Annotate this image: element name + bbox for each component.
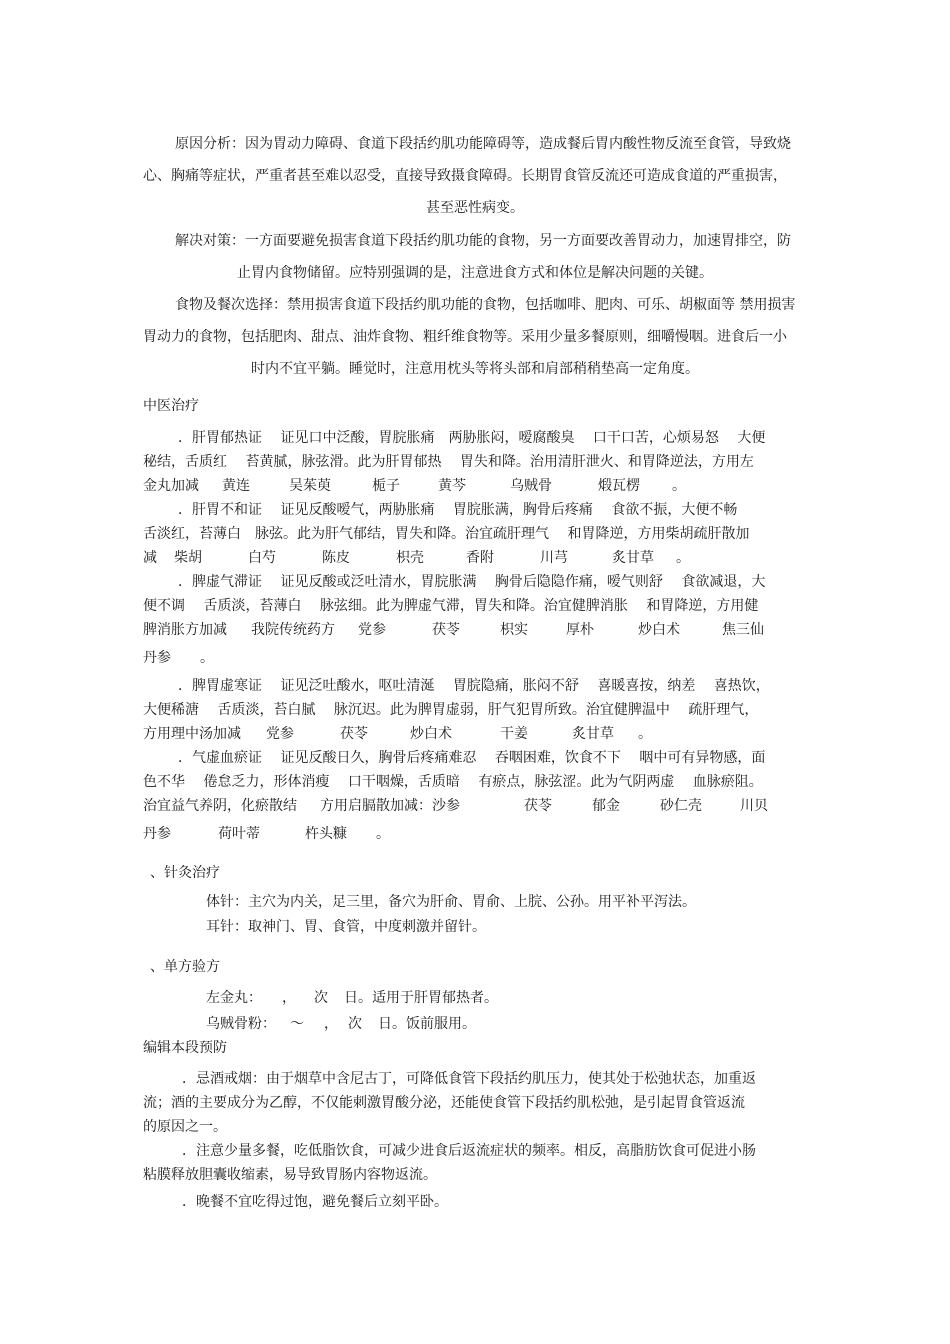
tcm-s4-line-2: 大便稀溏 舌质淡，苔白腻 脉沉迟。此为脾胃虚弱，肝气犯胃所致。治宜健脾温中 疏肝理气， [143, 702, 759, 718]
herb-item: 杵头糠 [305, 826, 347, 842]
herb-item: 黄连 [222, 478, 250, 494]
food-line-3: 时内不宜平躺。睡觉时，注意用枕头等将头部和肩部稍稍垫高一定角度。 [251, 361, 699, 377]
prevention-p2-line-1: ．注意少量多餐，吃低脂饮食，可减少进食后返流症状的频率。相反，高脂肪饮食可促进小肠 [182, 1143, 756, 1159]
herb-item: 焦三仙 [722, 622, 764, 638]
cause-line-1: 原因分析：因为胃动力障碍、食道下段括约肌功能障碍等，造成餐后胃内酸性物反流至食管，导致烧 [175, 136, 791, 152]
cause-line-3: 甚至恶性病变。 [426, 200, 524, 216]
herb-item: 脾消胀方加减 [143, 622, 227, 638]
herb-item: 香附 [466, 550, 494, 566]
acupuncture-heading: 、针灸治疗 [150, 865, 220, 881]
prevention-p3-line-1: ．晚餐不宜吃得过饱，避免餐后立刻平卧。 [182, 1194, 448, 1210]
herb-item: 枳壳 [396, 550, 424, 566]
herb-item: 荷叶蒂 [218, 826, 260, 842]
food-line-1: 食物及餐次选择：禁用损害食道下段括约肌功能的食物，包括咖啡、肥肉、可乐、胡椒面等 禁用损害 [175, 297, 796, 313]
herb-item: 炙甘草 [572, 726, 614, 742]
remedy-name: 左金丸： [206, 990, 262, 1006]
remedy-part: ， [324, 1016, 338, 1032]
herb-item: 炒白术 [638, 622, 680, 638]
herb-item: 金丸加减 [143, 478, 199, 494]
tcm-s5-line-2: 色不华 倦怠乏力，形体消瘦 口干咽燥，舌质暗 有瘀点，脉弦涩。此为气阴两虚 血脉瘀阻。 [143, 774, 763, 790]
herb-item: 砂仁壳 [660, 798, 702, 814]
herb-item: 煅瓦楞 [598, 478, 640, 494]
herb-item: 陈皮 [322, 550, 350, 566]
acupuncture-ear: 耳针：取神门、胃、食管，中度刺激并留针。 [206, 919, 486, 935]
prevention-p2-line-2: 粘膜释放胆囊收缩素，易导致胃肠内容物返流。 [143, 1167, 437, 1183]
herb-item: 方用理中汤加减 [143, 726, 241, 742]
herb-item: 。 [376, 826, 390, 842]
herb-item: 黄芩 [438, 478, 466, 494]
prevention-p1-line-1: ．忌酒戒烟：由于烟草中含尼古丁，可降低食管下段括约肌压力，使其处于松弛状态，加重返 [182, 1071, 756, 1087]
herb-item: 白芍 [248, 550, 276, 566]
herb-item: 茯苓 [340, 726, 368, 742]
tcm-s2-line-2: 舌淡红，苔薄白 脉弦。此为肝气郁结，胃失和降。治宜疏肝理气 和胃降逆，方用柴胡疏肝散加 [143, 526, 750, 542]
tcm-s3-line-2: 便不调 舌质淡，苔薄白 脉弦细。此为脾虚气滞，胃失和降。治宜健脾消胀 和胃降逆，方用健 [143, 598, 759, 614]
herb-item: 。 [200, 650, 214, 666]
tcm-heading: 中医治疗 [143, 398, 199, 414]
remedy-name: 乌贼骨粉： [206, 1016, 276, 1032]
herb-item: 柴胡 [174, 550, 202, 566]
prevention-p1-line-2: 流；酒的主要成分为乙醇，不仅能刺激胃酸分泌，还能使食管下段括约肌松弛，是引起胃食管返流 [143, 1095, 745, 1111]
herb-item: 川芎 [540, 550, 568, 566]
herb-item: 吴茱萸 [289, 478, 331, 494]
solution-line-2: 止胃内食物储留。应特别强调的是，注意进食方式和体位是解决问题的关键。 [237, 265, 713, 281]
herb-item: 。 [638, 726, 652, 742]
tcm-s1-line-2: 秘结，舌质红 苔黄腻，脉弦滑。此为肝胃郁热 胃失和降。治用清肝泄火、和胃降逆法，方用左 [143, 454, 754, 470]
remedy-part: ， [282, 990, 296, 1006]
herb-item: 党参 [358, 622, 386, 638]
herb-item: 炒白术 [410, 726, 452, 742]
tcm-s2-line-1: ．肝胃不和证 证见反酸嗳气，两胁胀痛 胃脘胀满，胸骨后疼痛 食欲不振，大便不畅 [178, 502, 738, 518]
herb-item: 茯苓 [432, 622, 460, 638]
tcm-s3-line-1: ．脾虚气滞证 证见反酸或泛吐清水，胃脘胀满 胸骨后隐隐作痛，嗳气则舒 食欲减退，大 [178, 574, 766, 590]
cause-line-2: 心、胸痛等症状，严重者甚至难以忍受，直接导致摄食障碍。长期胃食管反流还可造成食道的严重损害， [143, 168, 787, 184]
remedy-part: ～ [290, 1016, 304, 1032]
prevention-heading: 编辑本段预防 [143, 1040, 227, 1056]
prevention-p1-line-3: 的原因之一。 [143, 1119, 227, 1135]
remedy-part: 日。饭前服用。 [378, 1016, 476, 1032]
herb-item: 丹参 [143, 826, 171, 842]
herb-item: 。 [672, 478, 686, 494]
herb-item: 厚朴 [566, 622, 594, 638]
herb-item: 丹参 [143, 650, 171, 666]
remedy-part: 次 [348, 1016, 362, 1032]
acupuncture-body: 体针：主穴为内关，足三里，备穴为肝俞、胃俞、上脘、公孙。用平补平泻法。 [206, 894, 696, 910]
single-heading: 、单方验方 [150, 959, 220, 975]
herb-item: 方用启膈散加减：沙参 [320, 798, 460, 814]
solution-line-1: 解决对策：一方面要避免损害食道下段括约肌功能的食物，另一方面要改善胃动力，加速胃排空，防 [175, 233, 791, 249]
remedy-part: 次 [314, 990, 328, 1006]
remedy-part: 日。适用于肝胃郁热者。 [344, 990, 498, 1006]
herb-item: 茯苓 [524, 798, 552, 814]
herb-item: 干姜 [500, 726, 528, 742]
tcm-s4-line-1: ．脾胃虚寒证 证见泛吐酸水，呕吐清涎 胃脘隐痛，胀闷不舒 喜暖喜按，纳差 喜热饮， [178, 678, 770, 694]
herb-item: 川贝 [740, 798, 768, 814]
herb-item: 减 [143, 550, 157, 566]
herb-item: 党参 [266, 726, 294, 742]
herb-item: 栀子 [372, 478, 400, 494]
food-line-2: 胃动力的食物，包括肥肉、甜点、油炸食物、粗纤维食物等。采用少量多餐原则，细嚼慢咽。进食后一小 [143, 329, 787, 345]
tcm-s5-line-1: ．气虚血瘀证 证见反酸日久，胸骨后疼痛难忍 吞咽困难，饮食不下 咽中可有异物感，面 [178, 750, 766, 766]
herb-item: 枳实 [500, 622, 528, 638]
herb-item: 我院传统药方 [251, 622, 335, 638]
herb-item: 。 [676, 550, 690, 566]
herb-item: 炙甘草 [612, 550, 654, 566]
herb-item: 治宜益气养阴，化瘀散结 [143, 798, 297, 814]
herb-item: 郁金 [592, 798, 620, 814]
herb-item: 乌贼骨 [510, 478, 552, 494]
tcm-s1-line-1: ．肝胃郁热证 证见口中泛酸，胃脘胀痛 两胁胀闷，嗳腐酸臭 口干口苦，心烦易怒 大便 [178, 430, 766, 446]
